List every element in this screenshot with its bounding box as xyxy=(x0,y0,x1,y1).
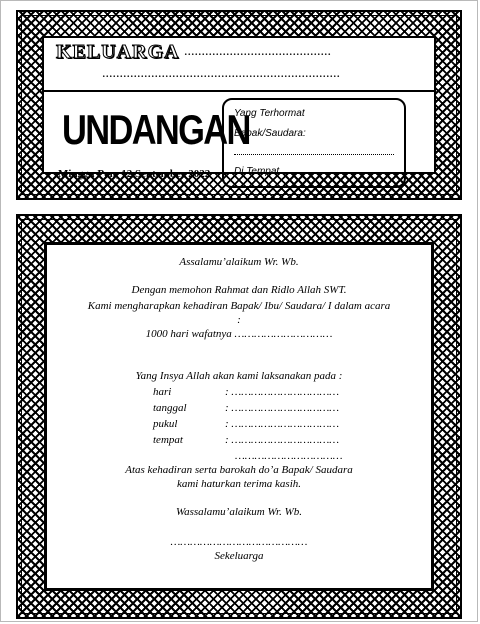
address-salutation: Yang Terhormat xyxy=(234,108,305,119)
signature: Sekeluarga xyxy=(214,550,264,562)
detail-label-date: tanggal xyxy=(153,402,187,414)
greeting: Assalamu’alaikum Wr. Wb. xyxy=(179,256,299,268)
family-label: KELUARGA xyxy=(56,41,180,63)
envelope-inner xyxy=(42,36,436,180)
event-date: Minggu Pon, 12 September 2022 xyxy=(58,168,211,180)
invitation-title: UNDANGAN xyxy=(62,106,250,153)
detail-value-date: : …………………………… xyxy=(225,402,340,414)
family-name-dots: .......................................... xyxy=(184,44,331,59)
address-recipient-line xyxy=(234,154,394,155)
family-name-row xyxy=(44,38,434,92)
address-place: Di Tempat xyxy=(234,166,280,177)
event-line: 1000 hari wafatnya ………………………… xyxy=(145,328,333,340)
detail-value-time: : …………………………… xyxy=(225,418,340,430)
detail-place-continuation: …………………………… xyxy=(235,450,343,462)
intro-line-2: Kami mengharapkan kehadiran Bapak/ Ibu/ Saudara/ I dalam acara xyxy=(87,300,391,312)
envelope-card xyxy=(16,10,462,200)
invitation-card xyxy=(16,214,462,619)
detail-label-time: pukul xyxy=(153,418,178,430)
invitation-body xyxy=(47,245,431,588)
farewell: Wassalamu’alaikum Wr. Wb. xyxy=(175,506,303,518)
signature-line: …………………………………… xyxy=(170,536,308,548)
address-box xyxy=(222,98,406,188)
detail-value-place: : …………………………… xyxy=(225,434,340,446)
detail-value-day: : …………………………… xyxy=(225,386,340,398)
intro-line-1: Dengan memohon Rahmat dan Ridlo Allah SWT. xyxy=(131,284,347,296)
detail-label-day: hari xyxy=(153,386,172,398)
schedule-intro: Yang Insya Allah akan kami laksanakan pada : xyxy=(135,370,343,382)
detail-label-place: tempat xyxy=(153,434,183,446)
closing-line-2: kami haturkan terima kasih. xyxy=(176,478,302,490)
intro-colon: : xyxy=(237,314,241,326)
family-name-dots-2: .................................................................... xyxy=(102,66,340,81)
address-recipient-label: Bapak/Saudara: xyxy=(234,128,306,139)
closing-line-1: Atas kehadiran serta barokah do’a Bapak/ Saudara xyxy=(125,464,353,476)
invitation-inner xyxy=(44,242,434,591)
